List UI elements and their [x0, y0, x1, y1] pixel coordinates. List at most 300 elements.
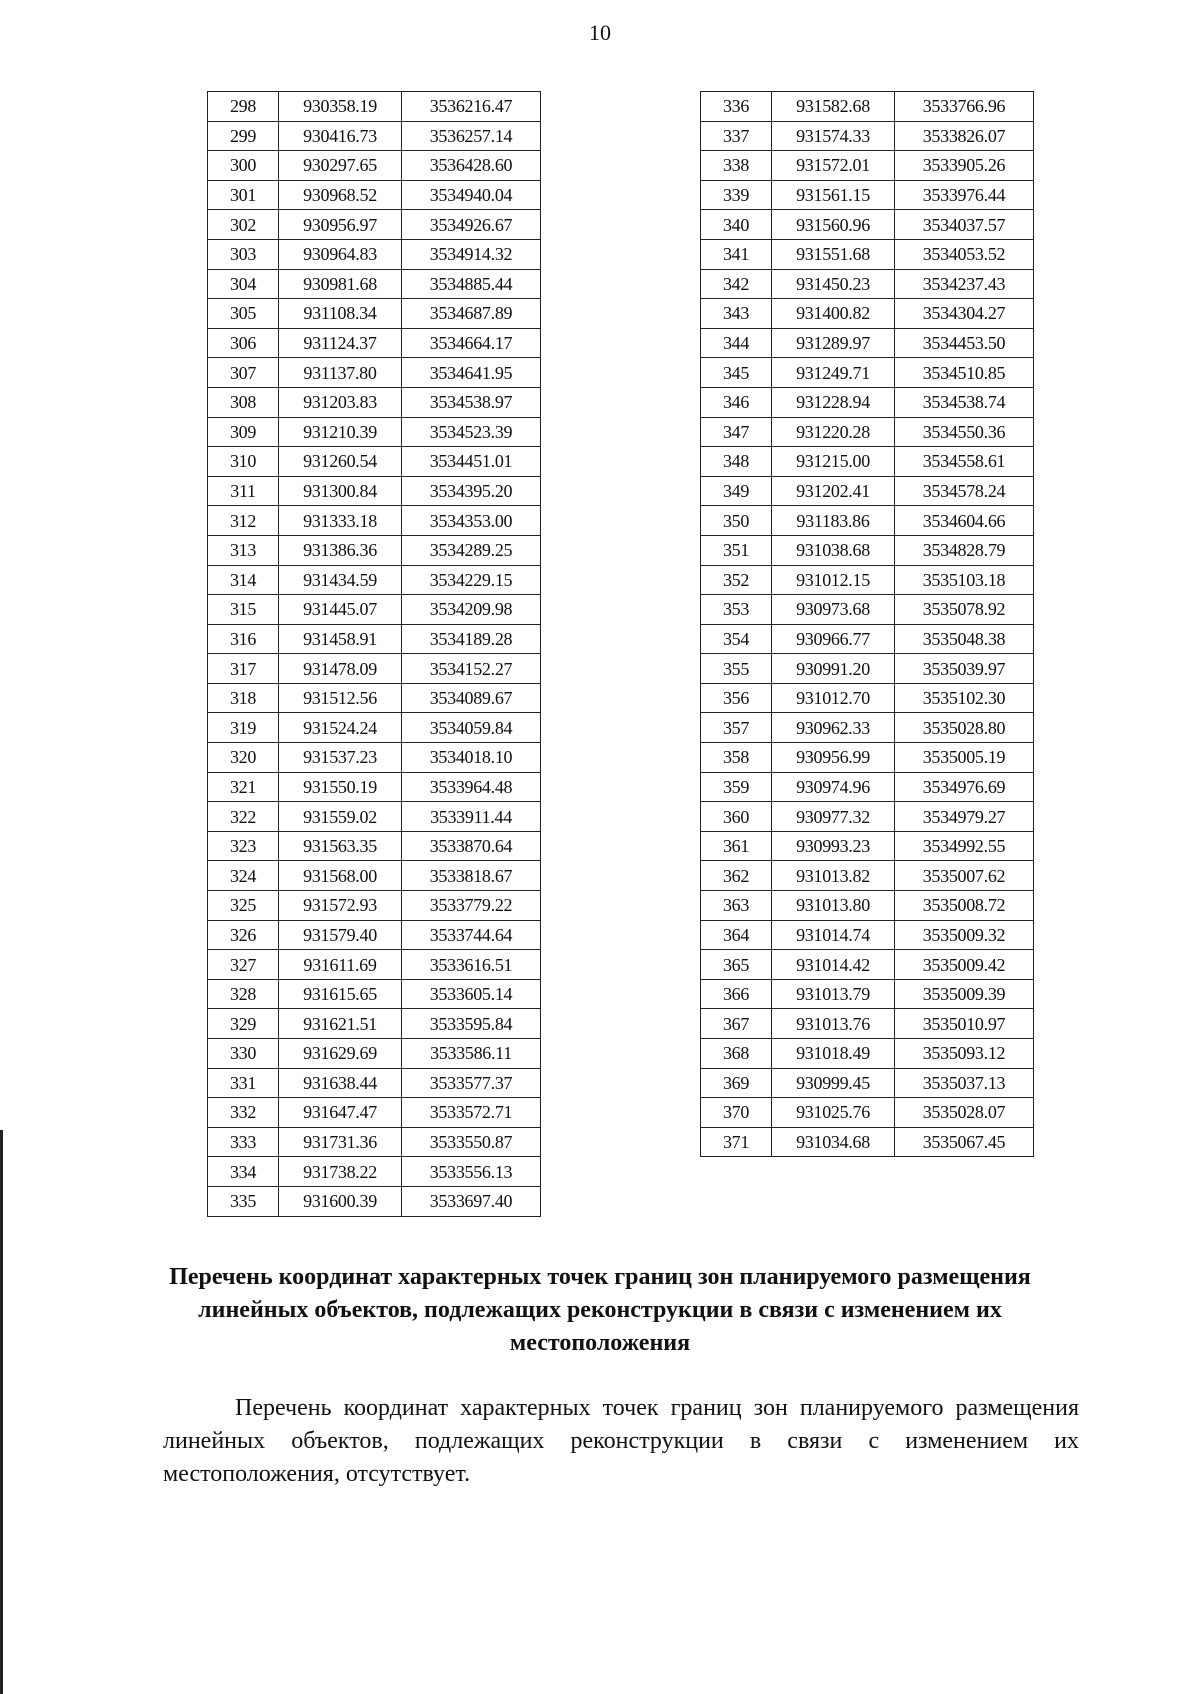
- point-number-cell: 322: [208, 802, 279, 832]
- table-row: [701, 210, 1034, 240]
- x-coordinate-cell: 931551.68: [772, 239, 895, 269]
- y-coordinate-cell: 3534664.17: [402, 328, 541, 358]
- point-number-cell: 349: [701, 476, 772, 506]
- table-row: [208, 299, 541, 329]
- point-number-cell: 358: [701, 743, 772, 773]
- x-coordinate-cell: 931013.82: [772, 861, 895, 891]
- table-row: [208, 476, 541, 506]
- x-coordinate-cell: 931203.83: [279, 387, 402, 417]
- x-coordinate-cell: 930993.23: [772, 831, 895, 861]
- table-row: [701, 950, 1034, 980]
- x-coordinate-cell: 931013.79: [772, 979, 895, 1009]
- point-number-cell: 366: [701, 979, 772, 1009]
- point-number-cell: 316: [208, 624, 279, 654]
- table-row: [208, 1009, 541, 1039]
- x-coordinate-cell: 931014.74: [772, 920, 895, 950]
- table-row: [701, 506, 1034, 536]
- point-number-cell: 359: [701, 772, 772, 802]
- y-coordinate-cell: 3534089.67: [402, 683, 541, 713]
- table-row: [701, 1098, 1034, 1128]
- x-coordinate-cell: 931731.36: [279, 1127, 402, 1157]
- y-coordinate-cell: 3533905.26: [895, 151, 1034, 181]
- x-coordinate-cell: 931333.18: [279, 506, 402, 536]
- point-number-cell: 308: [208, 387, 279, 417]
- x-coordinate-cell: 931300.84: [279, 476, 402, 506]
- x-coordinate-cell: 931621.51: [279, 1009, 402, 1039]
- x-coordinate-cell: 931014.42: [772, 950, 895, 980]
- x-coordinate-cell: 931210.39: [279, 417, 402, 447]
- y-coordinate-cell: 3535028.80: [895, 713, 1034, 743]
- x-coordinate-cell: 931600.39: [279, 1186, 402, 1216]
- x-coordinate-cell: 931034.68: [772, 1127, 895, 1157]
- point-number-cell: 302: [208, 210, 279, 240]
- table-row: [208, 743, 541, 773]
- point-number-cell: 338: [701, 151, 772, 181]
- point-number-cell: 314: [208, 565, 279, 595]
- table-row: [208, 506, 541, 536]
- point-number-cell: 352: [701, 565, 772, 595]
- table-row: [208, 861, 541, 891]
- table-row: [701, 920, 1034, 950]
- table-row: [208, 1039, 541, 1069]
- y-coordinate-cell: 3534189.28: [402, 624, 541, 654]
- table-row: [701, 1127, 1034, 1157]
- point-number-cell: 350: [701, 506, 772, 536]
- table-row: [701, 565, 1034, 595]
- table-row: [208, 180, 541, 210]
- y-coordinate-cell: 3536257.14: [402, 121, 541, 151]
- table-row: [701, 772, 1034, 802]
- table-row: [701, 180, 1034, 210]
- table-row: [208, 239, 541, 269]
- x-coordinate-cell: 930974.96: [772, 772, 895, 802]
- table-row: [208, 210, 541, 240]
- x-coordinate-cell: 931289.97: [772, 328, 895, 358]
- table-row: [701, 417, 1034, 447]
- point-number-cell: 315: [208, 595, 279, 625]
- x-coordinate-cell: 931137.80: [279, 358, 402, 388]
- x-coordinate-cell: 931611.69: [279, 950, 402, 980]
- table-row: [208, 121, 541, 151]
- point-number-cell: 299: [208, 121, 279, 151]
- x-coordinate-cell: 930297.65: [279, 151, 402, 181]
- table-row: [208, 151, 541, 181]
- x-coordinate-cell: 931183.86: [772, 506, 895, 536]
- table-row: [701, 1009, 1034, 1039]
- x-coordinate-cell: 931202.41: [772, 476, 895, 506]
- y-coordinate-cell: 3533766.96: [895, 92, 1034, 122]
- y-coordinate-cell: 3534914.32: [402, 239, 541, 269]
- point-number-cell: 354: [701, 624, 772, 654]
- point-number-cell: 306: [208, 328, 279, 358]
- y-coordinate-cell: 3535039.97: [895, 654, 1034, 684]
- x-coordinate-cell: 930358.19: [279, 92, 402, 122]
- table-row: [208, 654, 541, 684]
- point-number-cell: 329: [208, 1009, 279, 1039]
- table-row: [208, 535, 541, 565]
- x-coordinate-cell: 931550.19: [279, 772, 402, 802]
- point-number-cell: 336: [701, 92, 772, 122]
- y-coordinate-cell: 3535009.39: [895, 979, 1034, 1009]
- table-row: [208, 358, 541, 388]
- x-coordinate-cell: 931124.37: [279, 328, 402, 358]
- table-row: [701, 683, 1034, 713]
- y-coordinate-cell: 3534828.79: [895, 535, 1034, 565]
- x-coordinate-cell: 930956.99: [772, 743, 895, 773]
- point-number-cell: 339: [701, 180, 772, 210]
- y-coordinate-cell: 3535078.92: [895, 595, 1034, 625]
- table-row: [208, 979, 541, 1009]
- point-number-cell: 355: [701, 654, 772, 684]
- table-row: [701, 535, 1034, 565]
- y-coordinate-cell: 3534209.98: [402, 595, 541, 625]
- table-row: [208, 1157, 541, 1187]
- y-coordinate-cell: 3534510.85: [895, 358, 1034, 388]
- y-coordinate-cell: 3534237.43: [895, 269, 1034, 299]
- y-coordinate-cell: 3533870.64: [402, 831, 541, 861]
- point-number-cell: 340: [701, 210, 772, 240]
- y-coordinate-cell: 3534558.61: [895, 447, 1034, 477]
- y-coordinate-cell: 3535103.18: [895, 565, 1034, 595]
- table-row: [208, 328, 541, 358]
- table-row: [208, 920, 541, 950]
- table-row: [208, 417, 541, 447]
- y-coordinate-cell: 3535007.62: [895, 861, 1034, 891]
- y-coordinate-cell: 3535102.30: [895, 683, 1034, 713]
- table-row: [701, 269, 1034, 299]
- y-coordinate-cell: 3533976.44: [895, 180, 1034, 210]
- x-coordinate-cell: 931458.91: [279, 624, 402, 654]
- x-coordinate-cell: 931434.59: [279, 565, 402, 595]
- x-coordinate-cell: 931012.70: [772, 683, 895, 713]
- point-number-cell: 298: [208, 92, 279, 122]
- x-coordinate-cell: 930956.97: [279, 210, 402, 240]
- table-row: [701, 1068, 1034, 1098]
- table-row: [701, 654, 1034, 684]
- x-coordinate-cell: 931568.00: [279, 861, 402, 891]
- x-coordinate-cell: 931012.15: [772, 565, 895, 595]
- table-row: [701, 861, 1034, 891]
- y-coordinate-cell: 3535009.32: [895, 920, 1034, 950]
- x-coordinate-cell: 930999.45: [772, 1068, 895, 1098]
- point-number-cell: 337: [701, 121, 772, 151]
- x-coordinate-cell: 931038.68: [772, 535, 895, 565]
- table-row: [701, 1039, 1034, 1069]
- y-coordinate-cell: 3535009.42: [895, 950, 1034, 980]
- point-number-cell: 370: [701, 1098, 772, 1128]
- y-coordinate-cell: 3534687.89: [402, 299, 541, 329]
- point-number-cell: 303: [208, 239, 279, 269]
- point-number-cell: 327: [208, 950, 279, 980]
- point-number-cell: 309: [208, 417, 279, 447]
- x-coordinate-cell: 931629.69: [279, 1039, 402, 1069]
- table-row: [208, 92, 541, 122]
- table-row: [701, 151, 1034, 181]
- point-number-cell: 371: [701, 1127, 772, 1157]
- point-number-cell: 341: [701, 239, 772, 269]
- x-coordinate-cell: 931400.82: [772, 299, 895, 329]
- table-row: [208, 447, 541, 477]
- x-coordinate-cell: 930981.68: [279, 269, 402, 299]
- point-number-cell: 342: [701, 269, 772, 299]
- y-coordinate-cell: 3533826.07: [895, 121, 1034, 151]
- page-number: 10: [589, 20, 611, 45]
- point-number-cell: 332: [208, 1098, 279, 1128]
- point-number-cell: 326: [208, 920, 279, 950]
- x-coordinate-cell: 931563.35: [279, 831, 402, 861]
- y-coordinate-cell: 3533697.40: [402, 1186, 541, 1216]
- x-coordinate-cell: 930991.20: [772, 654, 895, 684]
- y-coordinate-cell: 3534940.04: [402, 180, 541, 210]
- table-row: [701, 299, 1034, 329]
- x-coordinate-cell: 931582.68: [772, 92, 895, 122]
- y-coordinate-cell: 3534229.15: [402, 565, 541, 595]
- coordinates-table-right: [700, 91, 1034, 1157]
- point-number-cell: 364: [701, 920, 772, 950]
- point-number-cell: 362: [701, 861, 772, 891]
- point-number-cell: 311: [208, 476, 279, 506]
- table-row: [208, 595, 541, 625]
- point-number-cell: 317: [208, 654, 279, 684]
- point-number-cell: 334: [208, 1157, 279, 1187]
- table-row: [208, 1068, 541, 1098]
- x-coordinate-cell: 930968.52: [279, 180, 402, 210]
- point-number-cell: 345: [701, 358, 772, 388]
- x-coordinate-cell: 931445.07: [279, 595, 402, 625]
- x-coordinate-cell: 931108.34: [279, 299, 402, 329]
- x-coordinate-cell: 931579.40: [279, 920, 402, 950]
- y-coordinate-cell: 3534885.44: [402, 269, 541, 299]
- y-coordinate-cell: 3535093.12: [895, 1039, 1034, 1069]
- x-coordinate-cell: 931615.65: [279, 979, 402, 1009]
- point-number-cell: 335: [208, 1186, 279, 1216]
- x-coordinate-cell: 931537.23: [279, 743, 402, 773]
- table-row: [701, 476, 1034, 506]
- table-row: [701, 358, 1034, 388]
- x-coordinate-cell: 930966.77: [772, 624, 895, 654]
- x-coordinate-cell: 930416.73: [279, 121, 402, 151]
- table-row: [208, 831, 541, 861]
- point-number-cell: 324: [208, 861, 279, 891]
- point-number-cell: 313: [208, 535, 279, 565]
- point-number-cell: 368: [701, 1039, 772, 1069]
- y-coordinate-cell: 3534578.24: [895, 476, 1034, 506]
- table-row: [208, 387, 541, 417]
- x-coordinate-cell: 931559.02: [279, 802, 402, 832]
- x-coordinate-cell: 931228.94: [772, 387, 895, 417]
- y-coordinate-cell: 3534979.27: [895, 802, 1034, 832]
- point-number-cell: 331: [208, 1068, 279, 1098]
- table-row: [208, 683, 541, 713]
- table-row: [208, 713, 541, 743]
- point-number-cell: 367: [701, 1009, 772, 1039]
- table-row: [701, 624, 1034, 654]
- y-coordinate-cell: 3533779.22: [402, 891, 541, 921]
- y-coordinate-cell: 3534353.00: [402, 506, 541, 536]
- y-coordinate-cell: 3535005.19: [895, 743, 1034, 773]
- x-coordinate-cell: 931561.15: [772, 180, 895, 210]
- y-coordinate-cell: 3533556.13: [402, 1157, 541, 1187]
- y-coordinate-cell: 3533577.37: [402, 1068, 541, 1098]
- coordinates-table-left: [207, 91, 541, 1217]
- point-number-cell: 325: [208, 891, 279, 921]
- y-coordinate-cell: 3534152.27: [402, 654, 541, 684]
- y-coordinate-cell: 3535008.72: [895, 891, 1034, 921]
- table-row: [208, 1186, 541, 1216]
- point-number-cell: 310: [208, 447, 279, 477]
- x-coordinate-cell: 930977.32: [772, 802, 895, 832]
- y-coordinate-cell: 3533595.84: [402, 1009, 541, 1039]
- x-coordinate-cell: 931450.23: [772, 269, 895, 299]
- x-coordinate-cell: 931013.76: [772, 1009, 895, 1039]
- x-coordinate-cell: 931647.47: [279, 1098, 402, 1128]
- x-coordinate-cell: 931249.71: [772, 358, 895, 388]
- y-coordinate-cell: 3534018.10: [402, 743, 541, 773]
- point-number-cell: 318: [208, 683, 279, 713]
- x-coordinate-cell: 931386.36: [279, 535, 402, 565]
- table-row: [208, 802, 541, 832]
- y-coordinate-cell: 3533964.48: [402, 772, 541, 802]
- x-coordinate-cell: 931260.54: [279, 447, 402, 477]
- point-number-cell: 361: [701, 831, 772, 861]
- y-coordinate-cell: 3534992.55: [895, 831, 1034, 861]
- table-row: [701, 595, 1034, 625]
- point-number-cell: 323: [208, 831, 279, 861]
- table-row: [701, 121, 1034, 151]
- table-row: [208, 950, 541, 980]
- table-row: [701, 92, 1034, 122]
- x-coordinate-cell: 931524.24: [279, 713, 402, 743]
- table-row: [208, 624, 541, 654]
- y-coordinate-cell: 3534059.84: [402, 713, 541, 743]
- x-coordinate-cell: 931220.28: [772, 417, 895, 447]
- point-number-cell: 347: [701, 417, 772, 447]
- x-coordinate-cell: 931560.96: [772, 210, 895, 240]
- y-coordinate-cell: 3534976.69: [895, 772, 1034, 802]
- point-number-cell: 351: [701, 535, 772, 565]
- point-number-cell: 307: [208, 358, 279, 388]
- table-row: [701, 387, 1034, 417]
- y-coordinate-cell: 3533572.71: [402, 1098, 541, 1128]
- point-number-cell: 300: [208, 151, 279, 181]
- point-number-cell: 301: [208, 180, 279, 210]
- point-number-cell: 357: [701, 713, 772, 743]
- x-coordinate-cell: 931478.09: [279, 654, 402, 684]
- point-number-cell: 356: [701, 683, 772, 713]
- table-row: [208, 1098, 541, 1128]
- point-number-cell: 319: [208, 713, 279, 743]
- table-row: [208, 1127, 541, 1157]
- point-number-cell: 330: [208, 1039, 279, 1069]
- y-coordinate-cell: 3535010.97: [895, 1009, 1034, 1039]
- table-row: [701, 743, 1034, 773]
- point-number-cell: 365: [701, 950, 772, 980]
- x-coordinate-cell: 931013.80: [772, 891, 895, 921]
- scan-edge-line: [0, 1130, 3, 1694]
- table-row: [208, 772, 541, 802]
- y-coordinate-cell: 3534550.36: [895, 417, 1034, 447]
- table-row: [701, 831, 1034, 861]
- y-coordinate-cell: 3534523.39: [402, 417, 541, 447]
- point-number-cell: 360: [701, 802, 772, 832]
- y-coordinate-cell: 3533586.11: [402, 1039, 541, 1069]
- y-coordinate-cell: 3535067.45: [895, 1127, 1034, 1157]
- point-number-cell: 312: [208, 506, 279, 536]
- y-coordinate-cell: 3533605.14: [402, 979, 541, 1009]
- point-number-cell: 344: [701, 328, 772, 358]
- table-row: [701, 239, 1034, 269]
- point-number-cell: 320: [208, 743, 279, 773]
- point-number-cell: 353: [701, 595, 772, 625]
- y-coordinate-cell: 3534538.74: [895, 387, 1034, 417]
- y-coordinate-cell: 3536428.60: [402, 151, 541, 181]
- y-coordinate-cell: 3535028.07: [895, 1098, 1034, 1128]
- section-paragraph: Перечень координат характерных точек границ зон планируемого размещения линейных объектов, подлежащих реконструкции в связи с изменением их местоположения, отсутствует.: [163, 1395, 1079, 1487]
- y-coordinate-cell: 3534289.25: [402, 535, 541, 565]
- point-number-cell: 369: [701, 1068, 772, 1098]
- y-coordinate-cell: 3534641.95: [402, 358, 541, 388]
- point-number-cell: 348: [701, 447, 772, 477]
- x-coordinate-cell: 931215.00: [772, 447, 895, 477]
- table-row: [701, 891, 1034, 921]
- y-coordinate-cell: 3534453.50: [895, 328, 1034, 358]
- point-number-cell: 305: [208, 299, 279, 329]
- table-row: [701, 802, 1034, 832]
- y-coordinate-cell: 3534604.66: [895, 506, 1034, 536]
- y-coordinate-cell: 3534451.01: [402, 447, 541, 477]
- x-coordinate-cell: 931018.49: [772, 1039, 895, 1069]
- x-coordinate-cell: 930962.33: [772, 713, 895, 743]
- y-coordinate-cell: 3533550.87: [402, 1127, 541, 1157]
- x-coordinate-cell: 931572.01: [772, 151, 895, 181]
- y-coordinate-cell: 3535048.38: [895, 624, 1034, 654]
- y-coordinate-cell: 3533911.44: [402, 802, 541, 832]
- point-number-cell: 363: [701, 891, 772, 921]
- y-coordinate-cell: 3533616.51: [402, 950, 541, 980]
- y-coordinate-cell: 3533744.64: [402, 920, 541, 950]
- y-coordinate-cell: 3534926.67: [402, 210, 541, 240]
- x-coordinate-cell: 931738.22: [279, 1157, 402, 1187]
- point-number-cell: 304: [208, 269, 279, 299]
- x-coordinate-cell: 931025.76: [772, 1098, 895, 1128]
- table-row: [701, 328, 1034, 358]
- y-coordinate-cell: 3535037.13: [895, 1068, 1034, 1098]
- y-coordinate-cell: 3534304.27: [895, 299, 1034, 329]
- x-coordinate-cell: 931574.33: [772, 121, 895, 151]
- table-row: [208, 269, 541, 299]
- y-coordinate-cell: 3534037.57: [895, 210, 1034, 240]
- table-row: [701, 979, 1034, 1009]
- x-coordinate-cell: 930964.83: [279, 239, 402, 269]
- x-coordinate-cell: 930973.68: [772, 595, 895, 625]
- y-coordinate-cell: 3534053.52: [895, 239, 1034, 269]
- y-coordinate-cell: 3536216.47: [402, 92, 541, 122]
- y-coordinate-cell: 3534538.97: [402, 387, 541, 417]
- table-row: [208, 891, 541, 921]
- point-number-cell: 333: [208, 1127, 279, 1157]
- y-coordinate-cell: 3534395.20: [402, 476, 541, 506]
- point-number-cell: 321: [208, 772, 279, 802]
- y-coordinate-cell: 3533818.67: [402, 861, 541, 891]
- point-number-cell: 346: [701, 387, 772, 417]
- table-row: [701, 713, 1034, 743]
- table-row: [208, 565, 541, 595]
- point-number-cell: 343: [701, 299, 772, 329]
- x-coordinate-cell: 931512.56: [279, 683, 402, 713]
- x-coordinate-cell: 931638.44: [279, 1068, 402, 1098]
- x-coordinate-cell: 931572.93: [279, 891, 402, 921]
- point-number-cell: 328: [208, 979, 279, 1009]
